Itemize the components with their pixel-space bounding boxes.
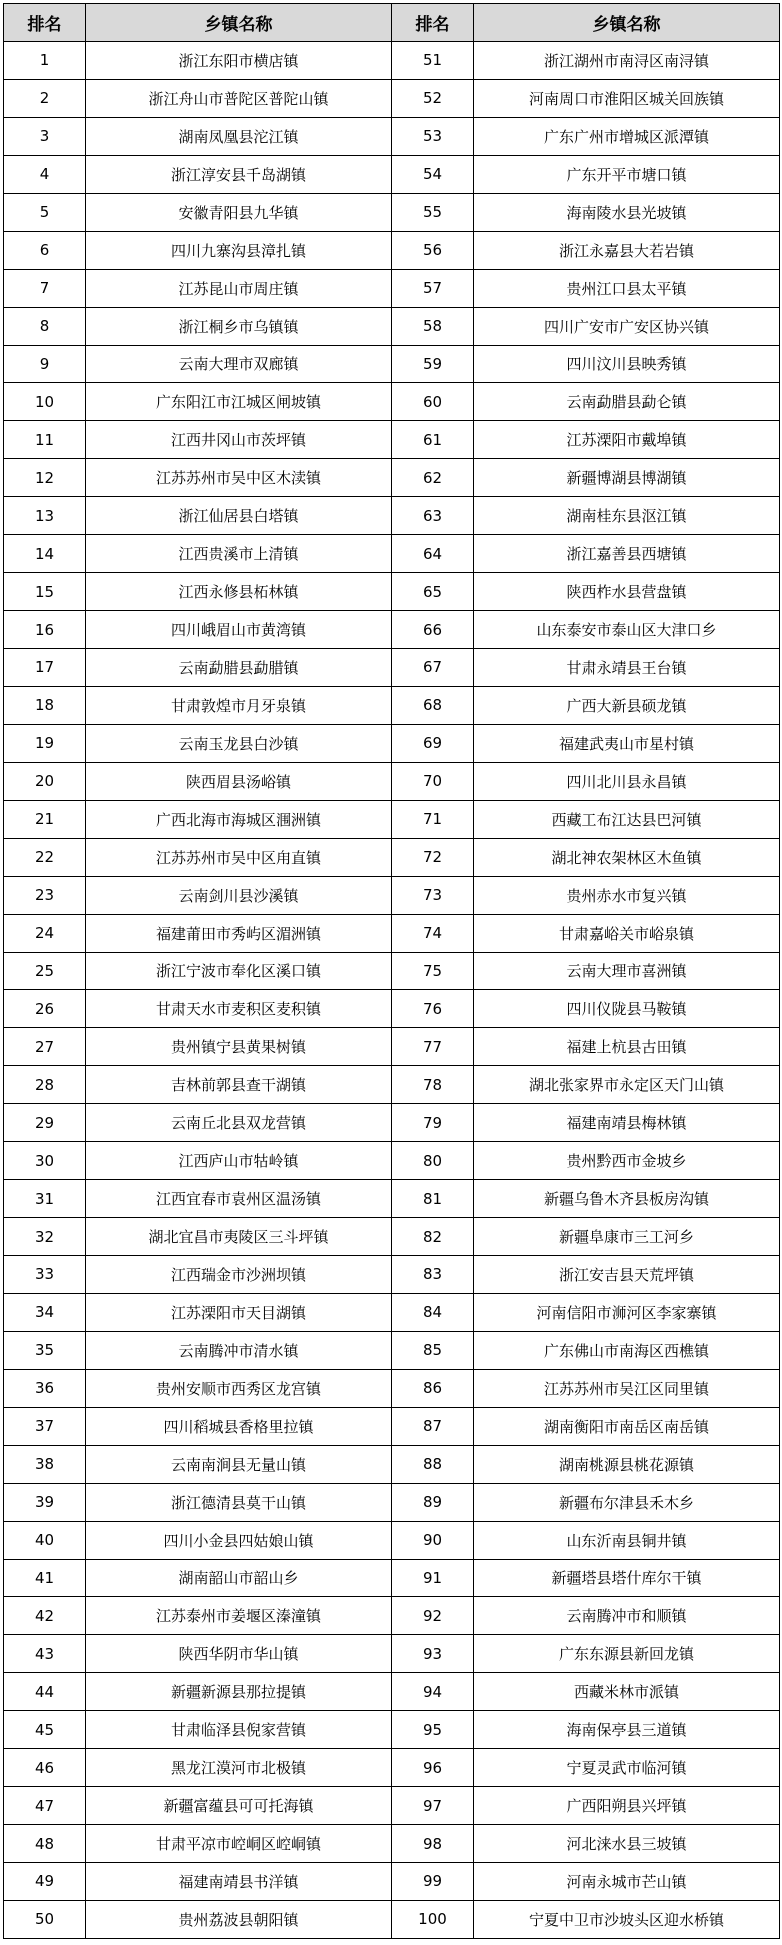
table-row xyxy=(4,1863,780,1901)
table-row xyxy=(4,193,780,231)
rank-cell-right: 57 xyxy=(392,269,474,307)
town-name-cell-left: 甘肃临泽县倪家营镇 xyxy=(86,1711,392,1749)
town-name-cell-right: 河南永城市芒山镇 xyxy=(474,1863,780,1901)
town-name-cell-right: 四川广安市广安区协兴镇 xyxy=(474,307,780,345)
rank-cell-right: 61 xyxy=(392,421,474,459)
town-name-cell-right: 四川汶川县映秀镇 xyxy=(474,345,780,383)
town-name-cell-left: 湖南韶山市韶山乡 xyxy=(86,1559,392,1597)
rank-cell-right: 88 xyxy=(392,1445,474,1483)
town-name-cell-right: 浙江永嘉县大若岩镇 xyxy=(474,231,780,269)
town-name-cell-right: 新疆阜康市三工河乡 xyxy=(474,1218,780,1256)
town-name-cell-left: 福建南靖县书洋镇 xyxy=(86,1863,392,1901)
town-name-cell-left: 新疆富蕴县可可托海镇 xyxy=(86,1787,392,1825)
table-row xyxy=(4,724,780,762)
town-name-cell-left: 浙江桐乡市乌镇镇 xyxy=(86,307,392,345)
town-name-cell-left: 广东阳江市江城区闸坡镇 xyxy=(86,383,392,421)
rank-cell-right: 54 xyxy=(392,155,474,193)
rank-cell-right: 90 xyxy=(392,1521,474,1559)
rank-cell-right: 59 xyxy=(392,345,474,383)
table-row xyxy=(4,1900,780,1938)
town-name-cell-right: 新疆乌鲁木齐县板房沟镇 xyxy=(474,1180,780,1218)
rank-cell-left: 46 xyxy=(4,1749,86,1787)
table-row xyxy=(4,1483,780,1521)
table-row xyxy=(4,838,780,876)
rank-cell-right: 99 xyxy=(392,1863,474,1901)
rank-cell-right: 92 xyxy=(392,1597,474,1635)
table-row xyxy=(4,1445,780,1483)
table-row xyxy=(4,42,780,80)
town-name-cell-left: 江苏泰州市姜堰区溱潼镇 xyxy=(86,1597,392,1635)
rank-cell-right: 65 xyxy=(392,573,474,611)
town-name-cell-left: 浙江东阳市横店镇 xyxy=(86,42,392,80)
town-name-cell-left: 甘肃敦煌市月牙泉镇 xyxy=(86,686,392,724)
rank-cell-right: 79 xyxy=(392,1104,474,1142)
town-name-cell-right: 河北涞水县三坡镇 xyxy=(474,1825,780,1863)
rank-cell-left: 45 xyxy=(4,1711,86,1749)
table-row xyxy=(4,1180,780,1218)
rank-cell-left: 5 xyxy=(4,193,86,231)
town-name-cell-right: 浙江安吉县天荒坪镇 xyxy=(474,1256,780,1294)
rank-cell-left: 33 xyxy=(4,1256,86,1294)
rank-cell-left: 48 xyxy=(4,1825,86,1863)
table-row xyxy=(4,535,780,573)
town-name-cell-left: 云南丘北县双龙营镇 xyxy=(86,1104,392,1142)
town-name-cell-left: 浙江德清县莫干山镇 xyxy=(86,1483,392,1521)
rank-cell-right: 72 xyxy=(392,838,474,876)
rank-cell-left: 24 xyxy=(4,914,86,952)
rank-cell-left: 11 xyxy=(4,421,86,459)
rank-cell-right: 63 xyxy=(392,497,474,535)
rank-cell-left: 43 xyxy=(4,1635,86,1673)
rank-cell-right: 56 xyxy=(392,231,474,269)
town-name-cell-right: 山东沂南县铜井镇 xyxy=(474,1521,780,1559)
town-name-cell-right: 云南大理市喜洲镇 xyxy=(474,952,780,990)
town-name-cell-left: 贵州荔波县朝阳镇 xyxy=(86,1900,392,1938)
rank-cell-left: 36 xyxy=(4,1369,86,1407)
rank-cell-right: 95 xyxy=(392,1711,474,1749)
rank-cell-left: 23 xyxy=(4,876,86,914)
rank-cell-right: 67 xyxy=(392,649,474,687)
town-name-cell-right: 海南陵水县光坡镇 xyxy=(474,193,780,231)
rank-cell-left: 22 xyxy=(4,838,86,876)
town-name-cell-left: 安徽青阳县九华镇 xyxy=(86,193,392,231)
town-name-cell-right: 广东广州市增城区派潭镇 xyxy=(474,117,780,155)
rank-cell-left: 16 xyxy=(4,611,86,649)
table-row xyxy=(4,1597,780,1635)
rank-cell-right: 75 xyxy=(392,952,474,990)
table-row xyxy=(4,686,780,724)
rank-cell-right: 66 xyxy=(392,611,474,649)
rank-cell-left: 30 xyxy=(4,1142,86,1180)
rank-cell-left: 27 xyxy=(4,1028,86,1066)
town-name-cell-right: 新疆博湖县博湖镇 xyxy=(474,459,780,497)
table-row xyxy=(4,990,780,1028)
town-name-cell-left: 云南腾冲市清水镇 xyxy=(86,1331,392,1369)
rank-cell-left: 19 xyxy=(4,724,86,762)
town-name-cell-right: 甘肃嘉峪关市峪泉镇 xyxy=(474,914,780,952)
town-name-cell-right: 福建上杭县古田镇 xyxy=(474,1028,780,1066)
rank-cell-left: 18 xyxy=(4,686,86,724)
header-row xyxy=(4,4,780,42)
rank-cell-right: 64 xyxy=(392,535,474,573)
rank-cell-right: 81 xyxy=(392,1180,474,1218)
rank-cell-left: 49 xyxy=(4,1863,86,1901)
rank-cell-right: 70 xyxy=(392,762,474,800)
rank-cell-right: 68 xyxy=(392,686,474,724)
rank-cell-right: 91 xyxy=(392,1559,474,1597)
town-name-cell-right: 四川北川县永昌镇 xyxy=(474,762,780,800)
town-name-cell-right: 河南信阳市浉河区李家寨镇 xyxy=(474,1293,780,1331)
rank-cell-left: 34 xyxy=(4,1293,86,1331)
header-name-left: 乡镇名称 xyxy=(86,4,392,42)
rank-cell-right: 52 xyxy=(392,79,474,117)
town-name-cell-left: 云南南涧县无量山镇 xyxy=(86,1445,392,1483)
rank-cell-right: 89 xyxy=(392,1483,474,1521)
table-row xyxy=(4,1331,780,1369)
rank-cell-left: 17 xyxy=(4,649,86,687)
rank-cell-right: 85 xyxy=(392,1331,474,1369)
rank-cell-right: 73 xyxy=(392,876,474,914)
town-name-cell-right: 福建武夷山市星村镇 xyxy=(474,724,780,762)
header-name-right: 乡镇名称 xyxy=(474,4,780,42)
town-name-cell-right: 新疆布尔津县禾木乡 xyxy=(474,1483,780,1521)
table-row xyxy=(4,231,780,269)
rank-cell-right: 69 xyxy=(392,724,474,762)
table-row xyxy=(4,1256,780,1294)
town-name-cell-left: 四川小金县四姑娘山镇 xyxy=(86,1521,392,1559)
rank-cell-left: 2 xyxy=(4,79,86,117)
town-name-cell-left: 湖北宜昌市夷陵区三斗坪镇 xyxy=(86,1218,392,1256)
table-row xyxy=(4,573,780,611)
rank-cell-right: 78 xyxy=(392,1066,474,1104)
town-name-cell-left: 江西宜春市袁州区温汤镇 xyxy=(86,1180,392,1218)
table-row xyxy=(4,952,780,990)
rank-cell-left: 1 xyxy=(4,42,86,80)
town-name-cell-left: 云南玉龙县白沙镇 xyxy=(86,724,392,762)
rank-cell-left: 32 xyxy=(4,1218,86,1256)
rank-cell-right: 80 xyxy=(392,1142,474,1180)
table-row xyxy=(4,421,780,459)
town-name-cell-left: 贵州镇宁县黄果树镇 xyxy=(86,1028,392,1066)
town-name-cell-left: 江西瑞金市沙洲坝镇 xyxy=(86,1256,392,1294)
table-row xyxy=(4,914,780,952)
town-name-cell-left: 新疆新源县那拉提镇 xyxy=(86,1673,392,1711)
town-name-cell-right: 湖北张家界市永定区天门山镇 xyxy=(474,1066,780,1104)
town-name-cell-left: 云南大理市双廊镇 xyxy=(86,345,392,383)
table-row xyxy=(4,649,780,687)
town-name-cell-right: 浙江嘉善县西塘镇 xyxy=(474,535,780,573)
rank-cell-left: 39 xyxy=(4,1483,86,1521)
rank-cell-right: 98 xyxy=(392,1825,474,1863)
rank-cell-right: 55 xyxy=(392,193,474,231)
town-name-cell-right: 广东东源县新回龙镇 xyxy=(474,1635,780,1673)
town-name-cell-left: 江苏苏州市吴中区木渎镇 xyxy=(86,459,392,497)
rank-cell-right: 74 xyxy=(392,914,474,952)
town-name-cell-right: 甘肃永靖县王台镇 xyxy=(474,649,780,687)
table-row xyxy=(4,1218,780,1256)
rank-cell-right: 60 xyxy=(392,383,474,421)
town-name-cell-right: 宁夏中卫市沙坡头区迎水桥镇 xyxy=(474,1900,780,1938)
rank-cell-left: 12 xyxy=(4,459,86,497)
town-name-cell-left: 浙江宁波市奉化区溪口镇 xyxy=(86,952,392,990)
town-name-cell-left: 四川稻城县香格里拉镇 xyxy=(86,1407,392,1445)
rank-cell-left: 28 xyxy=(4,1066,86,1104)
town-name-cell-right: 四川仪陇县马鞍镇 xyxy=(474,990,780,1028)
table-body xyxy=(4,42,780,1939)
table-row xyxy=(4,155,780,193)
table-row xyxy=(4,800,780,838)
town-name-cell-right: 贵州黔西市金坡乡 xyxy=(474,1142,780,1180)
rank-cell-left: 29 xyxy=(4,1104,86,1142)
rank-cell-left: 15 xyxy=(4,573,86,611)
table-row xyxy=(4,497,780,535)
town-name-cell-right: 广东佛山市南海区西樵镇 xyxy=(474,1331,780,1369)
town-name-cell-right: 浙江湖州市南浔区南浔镇 xyxy=(474,42,780,80)
town-name-cell-left: 福建莆田市秀屿区湄洲镇 xyxy=(86,914,392,952)
town-name-cell-left: 湖南凤凰县沱江镇 xyxy=(86,117,392,155)
rank-cell-right: 97 xyxy=(392,1787,474,1825)
rank-cell-left: 9 xyxy=(4,345,86,383)
table-row xyxy=(4,1369,780,1407)
town-name-cell-left: 江苏昆山市周庄镇 xyxy=(86,269,392,307)
rank-cell-left: 40 xyxy=(4,1521,86,1559)
town-name-cell-right: 西藏工布江达县巴河镇 xyxy=(474,800,780,838)
rank-cell-right: 58 xyxy=(392,307,474,345)
town-name-cell-left: 云南剑川县沙溪镇 xyxy=(86,876,392,914)
rank-cell-right: 86 xyxy=(392,1369,474,1407)
table-header xyxy=(4,4,780,42)
rank-cell-right: 87 xyxy=(392,1407,474,1445)
rank-cell-right: 62 xyxy=(392,459,474,497)
town-name-cell-left: 吉林前郭县查干湖镇 xyxy=(86,1066,392,1104)
rank-cell-right: 83 xyxy=(392,1256,474,1294)
town-name-cell-left: 浙江仙居县白塔镇 xyxy=(86,497,392,535)
rank-cell-left: 47 xyxy=(4,1787,86,1825)
rank-cell-left: 14 xyxy=(4,535,86,573)
table-row xyxy=(4,307,780,345)
rank-cell-right: 53 xyxy=(392,117,474,155)
table-row xyxy=(4,611,780,649)
table-row xyxy=(4,1559,780,1597)
rank-cell-left: 26 xyxy=(4,990,86,1028)
rank-cell-right: 93 xyxy=(392,1635,474,1673)
town-name-cell-right: 海南保亭县三道镇 xyxy=(474,1711,780,1749)
table-row xyxy=(4,1787,780,1825)
rank-cell-left: 37 xyxy=(4,1407,86,1445)
table-row xyxy=(4,459,780,497)
town-name-cell-right: 江苏溧阳市戴埠镇 xyxy=(474,421,780,459)
town-name-cell-right: 湖南桃源县桃花源镇 xyxy=(474,1445,780,1483)
rank-cell-left: 21 xyxy=(4,800,86,838)
rank-cell-left: 6 xyxy=(4,231,86,269)
header-rank-right: 排名 xyxy=(392,4,474,42)
rank-cell-left: 10 xyxy=(4,383,86,421)
rank-cell-right: 76 xyxy=(392,990,474,1028)
town-name-cell-left: 甘肃天水市麦积区麦积镇 xyxy=(86,990,392,1028)
rank-cell-left: 35 xyxy=(4,1331,86,1369)
table-row xyxy=(4,1293,780,1331)
town-name-cell-left: 浙江淳安县千岛湖镇 xyxy=(86,155,392,193)
town-name-cell-right: 贵州赤水市复兴镇 xyxy=(474,876,780,914)
town-name-cell-left: 四川九寨沟县漳扎镇 xyxy=(86,231,392,269)
town-name-cell-left: 江西庐山市牯岭镇 xyxy=(86,1142,392,1180)
town-name-cell-left: 江苏苏州市吴中区甪直镇 xyxy=(86,838,392,876)
rank-cell-left: 7 xyxy=(4,269,86,307)
town-name-cell-right: 广西阳朔县兴坪镇 xyxy=(474,1787,780,1825)
town-name-cell-right: 新疆塔县塔什库尔干镇 xyxy=(474,1559,780,1597)
table-row xyxy=(4,1749,780,1787)
rank-cell-right: 51 xyxy=(392,42,474,80)
rank-cell-left: 20 xyxy=(4,762,86,800)
table-row xyxy=(4,383,780,421)
rank-cell-right: 100 xyxy=(392,1900,474,1938)
town-name-cell-left: 江西井冈山市茨坪镇 xyxy=(86,421,392,459)
table-row xyxy=(4,1142,780,1180)
town-name-cell-right: 湖北神农架林区木鱼镇 xyxy=(474,838,780,876)
town-name-cell-right: 陕西柞水县营盘镇 xyxy=(474,573,780,611)
town-name-cell-right: 贵州江口县太平镇 xyxy=(474,269,780,307)
town-name-cell-right: 山东泰安市泰山区大津口乡 xyxy=(474,611,780,649)
table-row xyxy=(4,1521,780,1559)
rank-cell-left: 4 xyxy=(4,155,86,193)
town-name-cell-right: 云南勐腊县勐仑镇 xyxy=(474,383,780,421)
table-row xyxy=(4,1028,780,1066)
table-row xyxy=(4,269,780,307)
rank-cell-left: 31 xyxy=(4,1180,86,1218)
town-name-cell-left: 贵州安顺市西秀区龙宫镇 xyxy=(86,1369,392,1407)
town-name-cell-left: 广西北海市海城区涠洲镇 xyxy=(86,800,392,838)
rank-cell-right: 71 xyxy=(392,800,474,838)
rank-cell-left: 25 xyxy=(4,952,86,990)
table-row xyxy=(4,117,780,155)
town-name-cell-right: 河南周口市淮阳区城关回族镇 xyxy=(474,79,780,117)
town-name-cell-left: 江苏溧阳市天目湖镇 xyxy=(86,1293,392,1331)
table-row xyxy=(4,876,780,914)
rank-cell-right: 94 xyxy=(392,1673,474,1711)
table-row xyxy=(4,1673,780,1711)
town-name-cell-left: 陕西眉县汤峪镇 xyxy=(86,762,392,800)
town-name-cell-right: 西藏米林市派镇 xyxy=(474,1673,780,1711)
town-name-cell-right: 云南腾冲市和顺镇 xyxy=(474,1597,780,1635)
town-name-cell-right: 江苏苏州市吴江区同里镇 xyxy=(474,1369,780,1407)
header-rank-left: 排名 xyxy=(4,4,86,42)
rank-cell-left: 44 xyxy=(4,1673,86,1711)
town-name-cell-right: 湖南桂东县沤江镇 xyxy=(474,497,780,535)
rank-cell-left: 13 xyxy=(4,497,86,535)
table-row xyxy=(4,1711,780,1749)
town-name-cell-right: 宁夏灵武市临河镇 xyxy=(474,1749,780,1787)
rank-cell-right: 82 xyxy=(392,1218,474,1256)
town-name-cell-right: 湖南衡阳市南岳区南岳镇 xyxy=(474,1407,780,1445)
rank-cell-left: 42 xyxy=(4,1597,86,1635)
rank-cell-right: 84 xyxy=(392,1293,474,1331)
table-row xyxy=(4,79,780,117)
rank-cell-right: 96 xyxy=(392,1749,474,1787)
rank-cell-left: 8 xyxy=(4,307,86,345)
town-name-cell-left: 浙江舟山市普陀区普陀山镇 xyxy=(86,79,392,117)
table-row xyxy=(4,1825,780,1863)
table-row xyxy=(4,1066,780,1104)
rank-cell-left: 50 xyxy=(4,1900,86,1938)
town-name-cell-left: 江西贵溪市上清镇 xyxy=(86,535,392,573)
town-name-cell-left: 四川峨眉山市黄湾镇 xyxy=(86,611,392,649)
ranking-table xyxy=(3,3,780,1939)
town-name-cell-right: 福建南靖县梅林镇 xyxy=(474,1104,780,1142)
rank-cell-left: 38 xyxy=(4,1445,86,1483)
table-row xyxy=(4,345,780,383)
town-name-cell-left: 陕西华阴市华山镇 xyxy=(86,1635,392,1673)
rank-cell-left: 3 xyxy=(4,117,86,155)
town-name-cell-left: 江西永修县柘林镇 xyxy=(86,573,392,611)
table-row xyxy=(4,762,780,800)
rank-cell-left: 41 xyxy=(4,1559,86,1597)
town-name-cell-left: 云南勐腊县勐腊镇 xyxy=(86,649,392,687)
table-row xyxy=(4,1407,780,1445)
town-name-cell-left: 甘肃平凉市崆峒区崆峒镇 xyxy=(86,1825,392,1863)
rank-cell-right: 77 xyxy=(392,1028,474,1066)
town-name-cell-right: 广西大新县硕龙镇 xyxy=(474,686,780,724)
table-row xyxy=(4,1635,780,1673)
town-name-cell-right: 广东开平市塘口镇 xyxy=(474,155,780,193)
town-name-cell-left: 黑龙江漠河市北极镇 xyxy=(86,1749,392,1787)
table-row xyxy=(4,1104,780,1142)
